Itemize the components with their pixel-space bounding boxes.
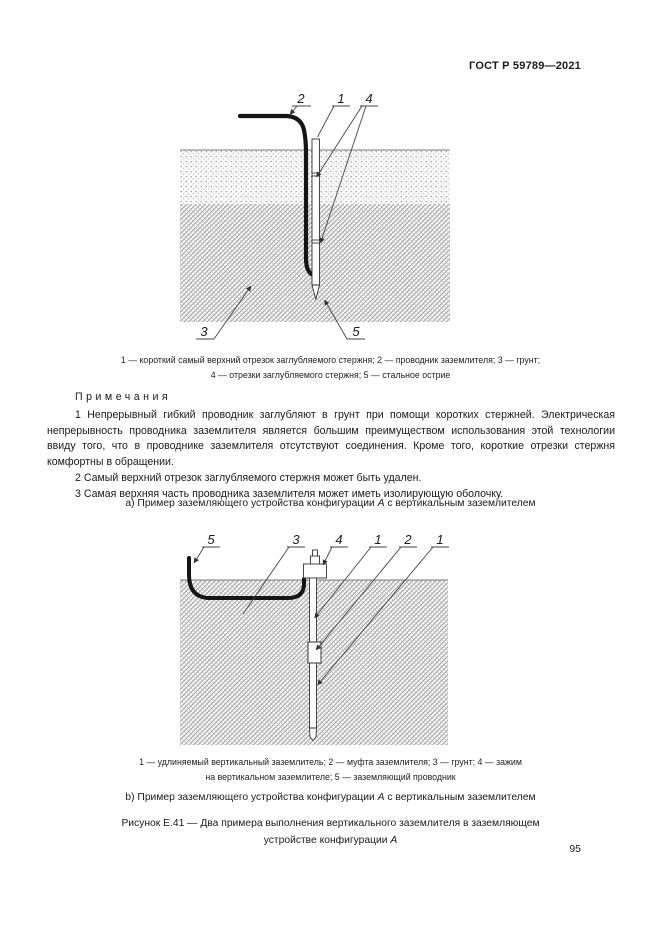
document-header-title: ГОСТ Р 59789—2021 — [469, 60, 581, 72]
figure-b-legend-line2: на вертикальном заземлителе; 5 — заземляющий проводник — [205, 772, 456, 782]
figure-b-subcaption-prefix: b) Пример заземляющего устройства конфигурации — [125, 792, 378, 803]
figure-a-subcaption — [0, 498, 661, 509]
callout-3-label: 3 — [200, 324, 208, 339]
figure-a-legend-line2: 4 — отрезки заглубляемого стержня; 5 — стальное острие — [210, 370, 451, 380]
electrode-coupling — [308, 642, 321, 663]
note-3: 3 Самая верхняя часть проводника заземлителя может иметь изолирующую оболочку. — [75, 487, 504, 500]
figure-a-subcaption-prefix: а) Пример заземляющего устройства конфигурации — [125, 498, 378, 509]
figure-caption-line2 — [0, 833, 661, 850]
figure-b-legend — [0, 755, 661, 785]
figure-caption — [0, 816, 661, 849]
callout-4b-label: 4 — [335, 532, 343, 547]
notes-section — [47, 390, 615, 503]
callout-2-leader — [290, 106, 297, 115]
figure-b-subcaption — [0, 792, 661, 803]
driven-rod-a — [312, 139, 320, 285]
callout-5b-leader — [194, 547, 204, 563]
rod-clamp — [304, 564, 327, 578]
callout-5-label: 5 — [352, 324, 360, 339]
figure-a-legend — [0, 353, 661, 383]
callout-3b-label: 3 — [292, 532, 300, 547]
figure-caption-line1: Рисунок Е.41 — Два примера выполнения вертикального заземлителя в заземляющем — [121, 818, 540, 829]
figure-a-subcaption-config: А — [377, 498, 385, 509]
figure-b-subcaption-config: А — [377, 792, 385, 803]
note-2: 2 Самый верхний отрезок заглубляемого стержня может быть удален. — [75, 471, 422, 484]
figure-b-legend-line1: 1 — удлиняемый вертикальный заземлитель; 2 — муфта заземлителя; 3 — грунт; 4 — зажим — [139, 757, 522, 767]
callout-1-leader — [318, 106, 335, 137]
callout-4b-leader — [323, 547, 332, 565]
figure-caption-line2-config: А — [390, 834, 398, 846]
callout-2b-label: 2 — [404, 532, 412, 547]
figure-b-subcaption-suffix: с вертикальным заземлителем — [384, 792, 536, 803]
callout-2-label: 2 — [297, 91, 305, 106]
figure-a-legend-line1: 1 — короткий самый верхний отрезок заглубляемого стержня; 2 — проводник заземлителя; 3 — грунт; — [120, 355, 541, 365]
figure-caption-line2-prefix: устройстве конфигурации — [263, 834, 391, 846]
notes-heading: Примечания — [75, 391, 172, 403]
figure-a-drawing — [150, 85, 490, 347]
figure-a-subcaption-suffix: с вертикальным заземлителем — [384, 498, 536, 509]
callout-1b-lower-label: 1 — [436, 532, 444, 547]
note-1: 1 Непрерывный гибкий проводник заглубляют в грунт при помощи коротких стержней. Электрическая непрерывность проводника заземлителя является большим преимуществом использования этой технологии ввиду того, что в проводнике заземлителя отсутствуют соединения. Кроме того, короткие отрезки стержня комфортны в обращении. — [47, 408, 615, 469]
callout-1-label: 1 — [337, 91, 345, 106]
page-number: 95 — [569, 843, 581, 855]
callout-5b-label: 5 — [207, 532, 215, 547]
callout-1b-upper-label: 1 — [374, 532, 382, 547]
figure-b-drawing — [150, 528, 490, 750]
callout-4-label: 4 — [365, 91, 373, 106]
